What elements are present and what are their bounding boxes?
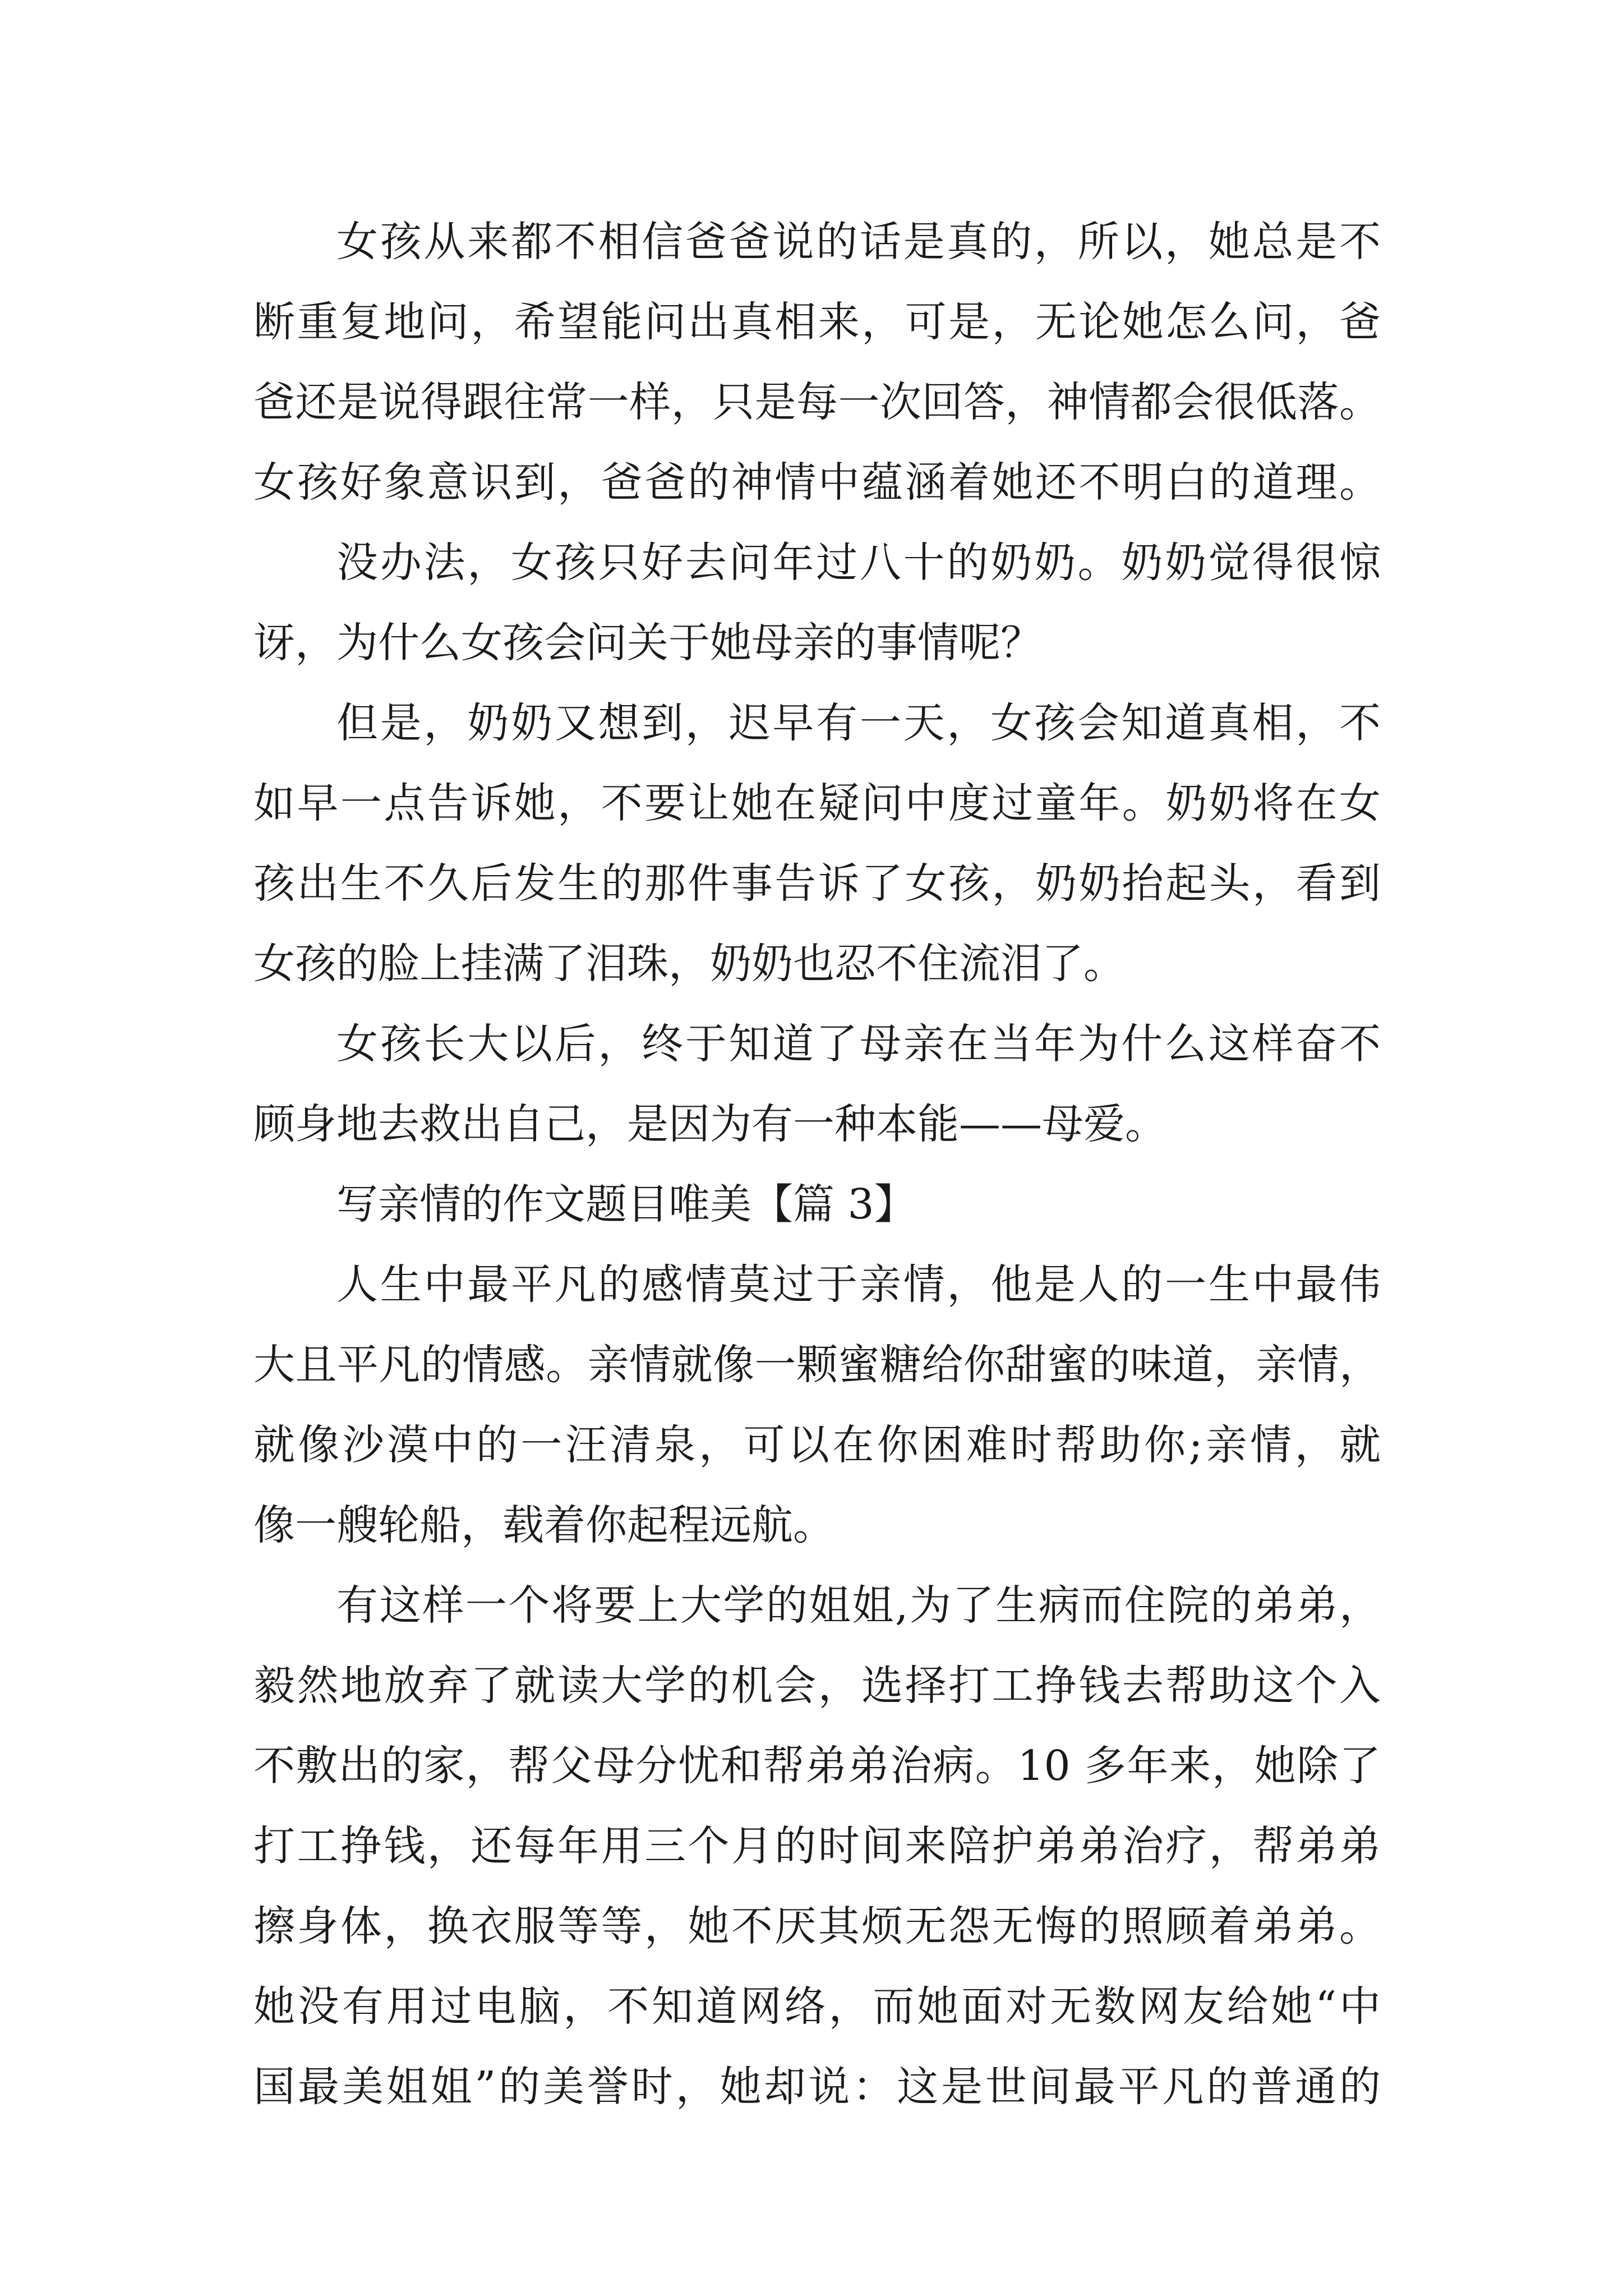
paragraph-line: 人生中最平凡的感情莫过于亲情，他是人的一生中最伟: [336, 1260, 1381, 1309]
paragraph-line: 像一艘轮船，载着你起程远航。: [253, 1501, 834, 1549]
paragraph-line: 断重复地问，希望能问出真相来，可是，无论她怎么问，爸: [253, 298, 1381, 346]
paragraph-line: 大且平凡的情感。亲情就像一颗蜜糖给你甜蜜的味道，亲情，: [253, 1341, 1381, 1389]
paragraph-line: 国最美姐姐”的美誉时，她却说：这是世间最平凡的普通的: [253, 2063, 1381, 2111]
paragraph-line: 没办法，女孩只好去问年过八十的奶奶。奶奶觉得很惊: [336, 539, 1381, 587]
section-heading: 写亲情的作文题目唯美【篇 3】: [336, 1180, 916, 1228]
paragraph-line: 有这样一个将要上大学的姐姐,为了生病而住院的弟弟，: [336, 1581, 1381, 1630]
paragraph-line: 打工挣钱，还每年用三个月的时间来陪护弟弟治疗，帮弟弟: [253, 1822, 1381, 1870]
paragraph-line: 她没有用过电脑，不知道网络，而她面对无数网友给她“中: [253, 1982, 1381, 2031]
paragraph-line: 擦身体，换衣服等等，她不厌其烦无怨无悔的照顾着弟弟。: [253, 1902, 1381, 1950]
paragraph-line: 如早一点告诉她，不要让她在疑问中度过童年。奶奶将在女: [253, 779, 1381, 827]
paragraph-line: 就像沙漠中的一汪清泉，可以在你困难时帮助你;亲情，就: [253, 1421, 1381, 1469]
paragraph-line: 爸还是说得跟往常一样，只是每一次回答，神情都会很低落。: [253, 378, 1381, 426]
paragraph-line: 女孩从来都不相信爸爸说的话是真的，所以，她总是不: [336, 218, 1381, 266]
paragraph-line: 女孩的脸上挂满了泪珠，奶奶也忍不住流泪了。: [253, 940, 1125, 988]
paragraph-line: 孩出生不久后发生的那件事告诉了女孩，奶奶抬起头，看到: [253, 859, 1381, 908]
paragraph-line: 女孩好象意识到，爸爸的神情中蕴涵着她还不明白的道理。: [253, 458, 1381, 507]
paragraph-line: 讶，为什么女孩会问关于她母亲的事情呢？: [253, 619, 1042, 667]
paragraph-line: 但是，奶奶又想到，迟早有一天，女孩会知道真相，不: [336, 699, 1381, 747]
paragraph-line: 顾身地去救出自己，是因为有一种本能——母爱。: [253, 1100, 1166, 1148]
paragraph-line: 女孩长大以后，终于知道了母亲在当年为什么这样奋不: [336, 1020, 1381, 1068]
paragraph-line: 不敷出的家，帮父母分忧和帮弟弟治病。10 多年来，她除了: [253, 1742, 1381, 1790]
paragraph-line: 毅然地放弃了就读大学的机会，选择打工挣钱去帮助这个入: [253, 1662, 1381, 1710]
document-body: [253, 202, 1381, 2127]
